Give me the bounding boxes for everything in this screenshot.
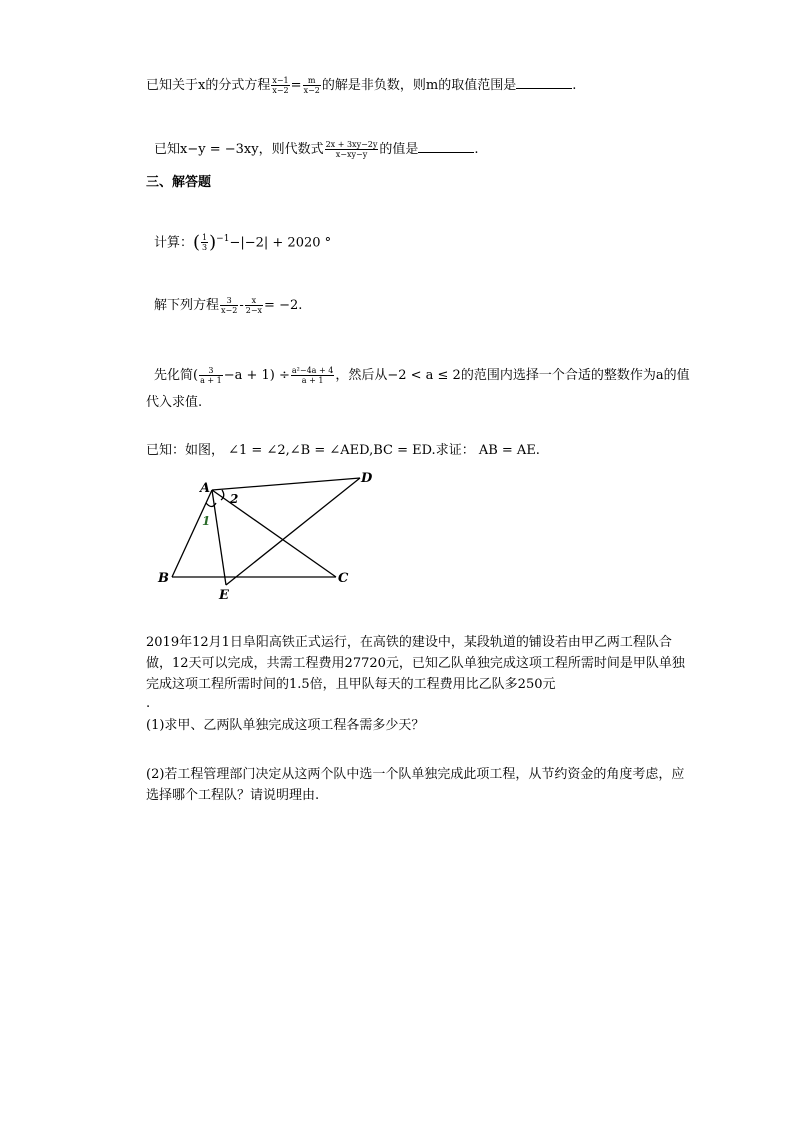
q2-numerator: 2x + 3xy−2y <box>325 140 378 149</box>
q5-line2: 代入求值. <box>146 395 203 410</box>
q5-fraction-2 <box>291 366 334 385</box>
q1-answer-blank <box>516 76 572 89</box>
q1-frac1-denominator: x−2 <box>272 86 289 95</box>
label-angle-2: 2 <box>230 492 239 506</box>
q5-frac1-numerator: 3 <box>199 366 223 376</box>
q5-prefix: 先化简( <box>154 368 199 383</box>
q4-prefix: 解下列方程 <box>154 298 220 313</box>
label-C: C <box>338 571 349 586</box>
q3-fraction <box>201 233 208 252</box>
q3-numerator: 1 <box>202 233 208 243</box>
q1-equals: = <box>290 78 302 93</box>
question-fraction-equation <box>146 76 576 95</box>
q4-fraction-1 <box>220 296 238 315</box>
q1-suffix: 的解是非负数，则m的取值范围是 <box>321 78 517 93</box>
segment-AE <box>212 490 226 585</box>
label-B: B <box>158 571 169 586</box>
q4-frac2-denominator: 2−x <box>245 306 263 315</box>
q7-dot: . <box>146 696 151 711</box>
label-angle-1: 1 <box>202 514 211 528</box>
question-algebraic-value <box>154 140 479 159</box>
segment-ED <box>226 478 360 585</box>
q2-answer-blank <box>418 140 474 153</box>
q1-frac2-numerator: m <box>303 76 321 86</box>
q5-mid: −a + 1) ÷ <box>223 368 290 383</box>
q7-part-1: (1)求甲、乙两队单独完成这项工程各需多少天？ <box>146 718 425 733</box>
question-railway-problem: 2019年12月1日阜阳高铁正式运行，在高铁的建设中，某段轨道的铺设若由甲乙两工程队合做，12天可以完成，共需工程费用27720元，已知乙队单独完成这项工程所需时间是甲队单独完成这项工程所需时间的1.5倍，且甲队每天的工程费用比乙队多250元 <box>146 635 685 692</box>
q2-end: . <box>474 142 479 157</box>
question-calculate <box>154 231 331 252</box>
question-simplify <box>154 366 690 385</box>
q1-fraction-2 <box>303 76 321 95</box>
q4-frac1-denominator: x−2 <box>221 306 238 315</box>
label-D: D <box>361 471 373 486</box>
q3-open-paren: ( <box>193 231 201 253</box>
q1-end: . <box>572 78 577 93</box>
q4-fraction-2 <box>245 296 263 315</box>
q2-suffix: 的值是 <box>379 142 419 157</box>
q2-prefix: 已知x−y = −3xy，则代数式 <box>154 142 324 157</box>
q3-close-paren: ) <box>209 231 217 253</box>
q4-rest: = −2. <box>264 298 303 313</box>
q1-prefix: 已知关于x的分式方程 <box>146 78 271 93</box>
q3-prefix: 计算： <box>154 235 194 251</box>
section-heading-solve: 三、解答题 <box>146 175 212 190</box>
question-solve-equation <box>154 296 302 315</box>
q5-suffix: ，然后从−2 < a ≤ 2的范围内选择一个合适的整数作为a的值 <box>335 368 690 383</box>
label-E: E <box>219 588 229 603</box>
q5-fraction-1 <box>199 366 223 385</box>
q5-frac2-denominator: a + 1 <box>301 376 324 385</box>
geometry-figure <box>150 470 390 610</box>
q4-minus: - <box>239 298 244 313</box>
q4-frac2-numerator: x <box>245 296 263 306</box>
q3-rest: −|−2| + 2020 ° <box>229 235 332 251</box>
q7-part-2: (2)若工程管理部门决定从这两个队中选一个队单独完成此项工程，从节约资金的角度考虑，应选择哪个工程队？请说明理由. <box>146 767 685 803</box>
q1-fraction-1 <box>271 76 289 95</box>
q5-frac1-denominator: a + 1 <box>200 376 222 385</box>
q4-frac1-numerator: 3 <box>220 296 238 306</box>
segment-AD <box>212 478 360 490</box>
q2-fraction <box>325 140 379 159</box>
q1-frac1-numerator: x−1 <box>272 76 289 85</box>
question-proof: 已知：如图， ∠1 = ∠2,∠B = ∠AED,BC = ED.求证： AB = AE. <box>146 443 540 458</box>
q2-denominator: x−xy−y <box>335 150 368 159</box>
label-A: A <box>200 481 211 496</box>
q5-frac2-numerator: a²−4a + 4 <box>291 366 334 375</box>
q1-frac2-denominator: x−2 <box>303 86 320 95</box>
q3-exponent: −1 <box>216 234 230 244</box>
q3-denominator: 3 <box>202 243 208 253</box>
